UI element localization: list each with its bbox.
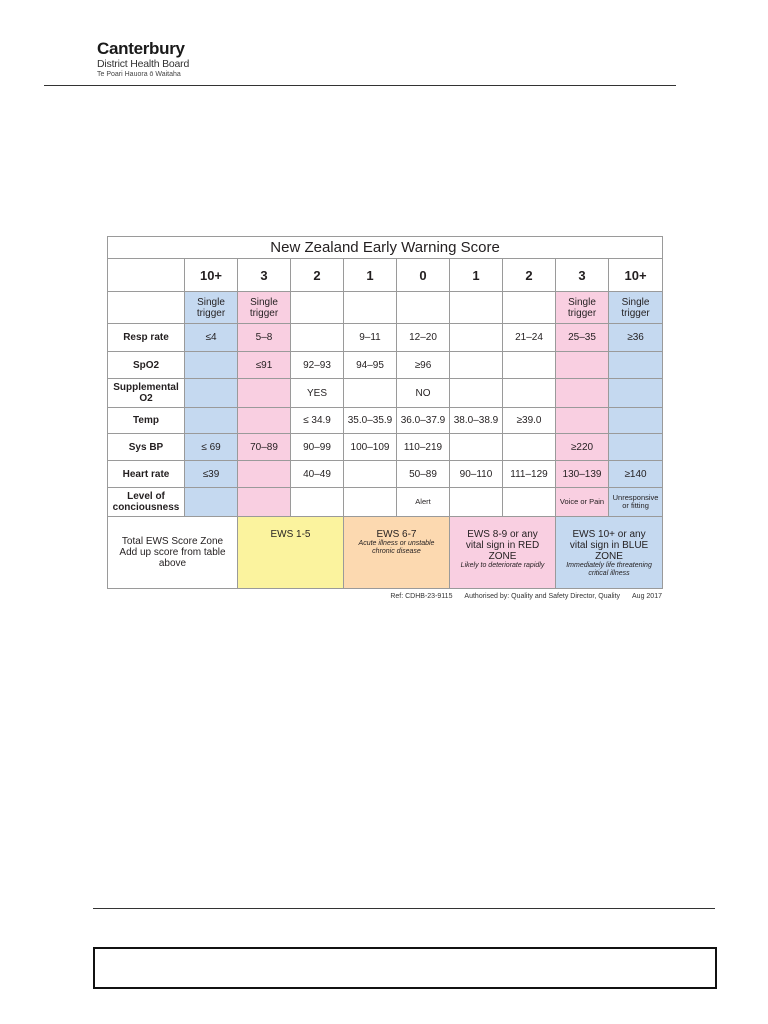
table-cell: ≤ 69 [185,434,238,461]
zone-ews-6-7 [344,517,450,589]
table-cell: 90–110 [450,461,503,488]
table-cell [238,488,291,517]
zone-ews-1-5 [238,517,344,589]
footnote-authorised: Authorised by: Quality and Safety Director, Quality [464,593,621,600]
trigger-cell: Single trigger [556,292,609,324]
table-cell [185,379,238,408]
table-cell: Voice or Pain [556,488,609,517]
header-divider [44,85,676,86]
trigger-cell [450,292,503,324]
table-cell: ≤ 34.9 [291,408,344,434]
score-header: 0 [397,259,450,292]
table-cell: 36.0–37.9 [397,408,450,434]
table-cell: 111–129 [503,461,556,488]
cdhb-logo [97,40,189,79]
table-cell [556,352,609,379]
table-cell [556,408,609,434]
trigger-cell: Single trigger [609,292,663,324]
ews-table-title: New Zealand Early Warning Score [108,237,663,259]
table-cell [556,379,609,408]
zone-ews-6-7-title: EWS 6-7 [376,529,417,540]
table-cell [450,434,503,461]
table-cell: 90–99 [291,434,344,461]
trigger-cell [397,292,450,324]
trigger-cell: Single trigger [185,292,238,324]
table-cell [238,408,291,434]
table-cell [503,379,556,408]
score-header: 10+ [185,259,238,292]
header-empty-cell [108,259,185,292]
table-cell [609,434,663,461]
score-header: 2 [291,259,344,292]
table-cell: Alert [397,488,450,517]
trigger-cell [291,292,344,324]
table-cell: 50–89 [397,461,450,488]
table-cell [344,461,397,488]
table-cell [291,324,344,352]
zone-ews-10 [556,517,663,589]
table-cell: ≥39.0 [503,408,556,434]
zone-ews-10-title: EWS 10+ or any vital sign in BLUE ZONE [569,529,649,562]
zone-ews-10-note: Immediately life threatening critical illness [566,562,652,577]
table-cell: ≤39 [185,461,238,488]
row-label: Resp rate [108,324,185,352]
zone-ews-1-5-title: EWS 1-5 [270,529,311,540]
table-cell: ≥36 [609,324,663,352]
table-cell: YES [291,379,344,408]
score-header: 3 [238,259,291,292]
score-header: 3 [556,259,609,292]
table-cell [503,352,556,379]
table-cell: NO [397,379,450,408]
table-cell: 21–24 [503,324,556,352]
table-cell [238,461,291,488]
table-cell [450,352,503,379]
table-cell: 92–93 [291,352,344,379]
row-label: Supplemental O2 [108,379,185,408]
table-cell [609,352,663,379]
table-cell: Unresponsive or fitting [609,488,663,517]
footer-box [93,947,717,989]
table-cell [185,488,238,517]
table-footnote [360,593,662,600]
table-cell: ≥140 [609,461,663,488]
row-label: Heart rate [108,461,185,488]
row-label: SpO2 [108,352,185,379]
table-cell [344,379,397,408]
trigger-empty-cell [108,292,185,324]
table-cell [344,488,397,517]
trigger-cell [503,292,556,324]
table-cell: 100–109 [344,434,397,461]
zone-label: Total EWS Score Zone Add up score from table above [108,517,238,589]
trigger-cell: Single trigger [238,292,291,324]
table-cell: 38.0–38.9 [450,408,503,434]
table-cell [238,379,291,408]
footer-divider [93,908,715,909]
zone-ews-8-9 [450,517,556,589]
zone-ews-8-9-note: Likely to deteriorate rapidly [460,562,545,569]
table-cell: ≤4 [185,324,238,352]
table-cell: 130–139 [556,461,609,488]
table-cell [450,324,503,352]
ews-table [107,236,663,589]
table-cell [185,352,238,379]
footnote-date: Aug 2017 [632,593,662,600]
table-cell: 35.0–35.9 [344,408,397,434]
row-label: Sys BP [108,434,185,461]
trigger-cell [344,292,397,324]
logo-maori-name: Te Poari Hauora ō Waitaha [97,71,181,78]
logo-name: Canterbury [97,39,185,58]
table-cell: 5–8 [238,324,291,352]
table-cell: 12–20 [397,324,450,352]
table-cell: 25–35 [556,324,609,352]
footnote-ref: Ref: CDHB-23-9115 [390,593,453,600]
table-cell: 70–89 [238,434,291,461]
table-cell [450,488,503,517]
score-header: 1 [344,259,397,292]
table-cell: 40–49 [291,461,344,488]
table-cell: ≥220 [556,434,609,461]
zone-ews-8-9-title: EWS 8-9 or any vital sign in RED ZONE [465,529,540,562]
score-header: 2 [503,259,556,292]
table-cell: 110–219 [397,434,450,461]
row-label: Level of conciousness [108,488,185,517]
logo-subtitle: District Health Board [97,58,190,70]
table-cell [185,408,238,434]
zone-ews-6-7-note: Acute illness or unstable chronic disease [358,540,435,555]
table-cell: 94–95 [344,352,397,379]
table-cell [291,488,344,517]
table-cell: ≥96 [397,352,450,379]
table-cell: 9–11 [344,324,397,352]
score-header: 1 [450,259,503,292]
table-cell: ≤91 [238,352,291,379]
row-label: Temp [108,408,185,434]
table-cell [503,434,556,461]
table-cell [450,379,503,408]
table-cell [503,488,556,517]
table-cell [609,408,663,434]
table-cell [609,379,663,408]
score-header: 10+ [609,259,663,292]
